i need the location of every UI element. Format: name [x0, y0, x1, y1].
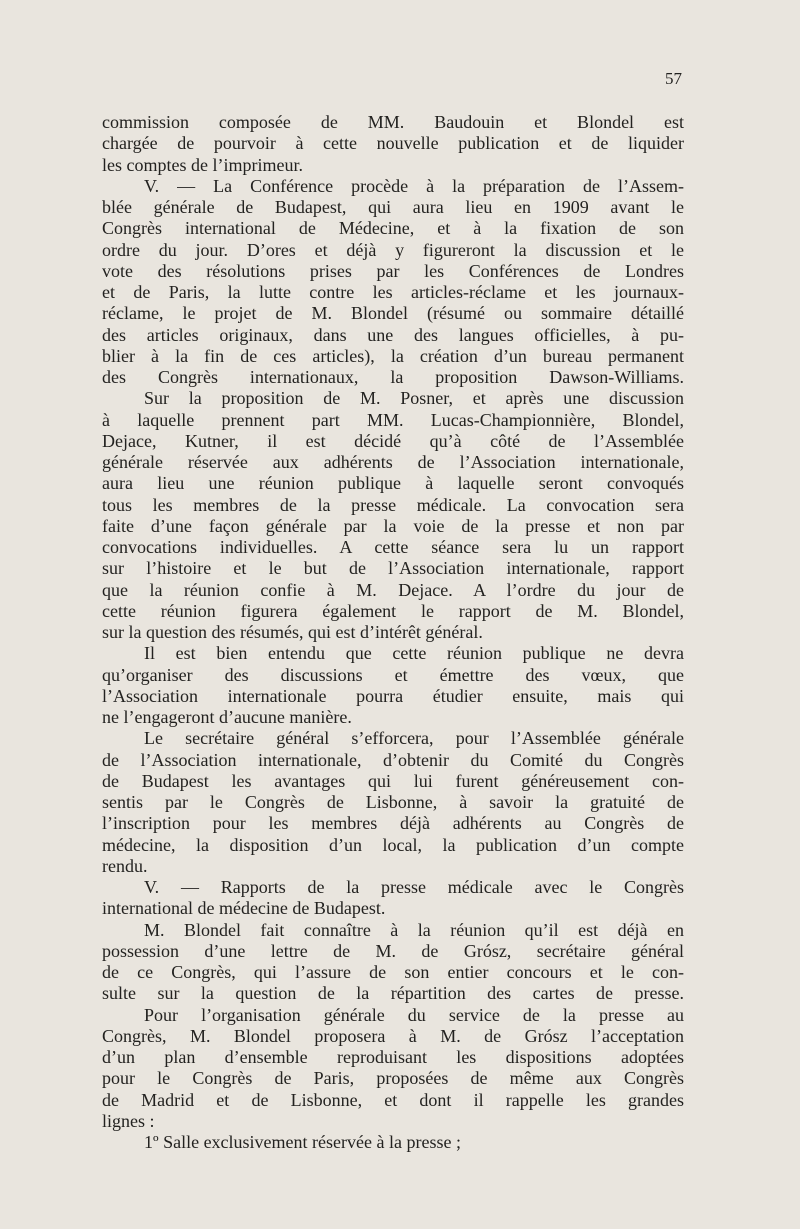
text-line: Pour l’organisation générale du service de la presse au — [144, 1004, 684, 1025]
text-line: de ce Congrès, qui l’assure de son entier concours et le con- — [102, 962, 684, 982]
text-line: chargée de pourvoir à cette nouvelle publication et de liquider — [102, 133, 684, 154]
text-line: lignes : — [102, 1110, 155, 1131]
text-line: international de médecine de Budapest. — [102, 898, 386, 919]
text-line: les comptes de l’imprimeur. — [102, 154, 303, 175]
text-line: que la réunion confie à M. Dejace. A l’ordre du jour de — [102, 579, 684, 600]
text-line: M. Blondel fait connaître à la réunion qu’il est déjà en — [144, 919, 684, 940]
text-line: à laquelle prennent part MM. Lucas-Championnière, Blondel, — [102, 409, 684, 430]
text-line: générale réservée aux adhérents de l’Association internationale, — [102, 452, 684, 472]
text-line: cette réunion figurera également le rapport de M. Blondel, — [102, 600, 684, 621]
text-line: des articles originaux, dans une des langues officielles, à pu- — [102, 324, 684, 345]
text-line: rendu. — [102, 855, 148, 876]
text-line: réclame, le projet de M. Blondel (résumé ou sommaire détaillé — [102, 303, 684, 324]
body-text — [102, 112, 684, 1153]
text-line: aura lieu une réunion publique à laquelle seront convoqués — [102, 473, 684, 494]
text-line: pour le Congrès de Paris, proposées de même aux Congrès — [102, 1068, 684, 1089]
text-line: commission composée de MM. Baudouin et Blondel est — [102, 112, 684, 132]
text-line: convocations individuelles. A cette séance sera lu un rapport — [102, 537, 684, 557]
text-line: médecine, la disposition d’un local, la publication d’un compte — [102, 834, 684, 855]
text-line: qu’organiser des discussions et émettre des vœux, que — [102, 664, 684, 685]
text-line: l’inscription pour les membres déjà adhérents au Congrès de — [102, 813, 684, 834]
text-line: Il est bien entendu que cette réunion publique ne devra — [144, 643, 684, 664]
text-line: Sur la proposition de M. Posner, et après une discussion — [144, 388, 684, 409]
text-line: sur la question des résumés, qui est d’intérêt général. — [102, 622, 483, 642]
text-line: et de Paris, la lutte contre les articles-réclame et les journaux- — [102, 282, 684, 302]
text-line: de l’Association internationale, d’obtenir du Comité du Congrès — [102, 749, 684, 770]
text-line: sur l’histoire et le but de l’Association internationale, rapport — [102, 558, 684, 579]
text-line: blier à la fin de ces articles), la création d’un bureau permanent — [102, 345, 684, 366]
text-line: Congrès, M. Blondel proposera à M. de Grósz l’acceptation — [102, 1025, 684, 1046]
text-line: Le secrétaire général s’efforcera, pour l’Assemblée générale — [144, 728, 684, 749]
text-line: V. — Rapports de la presse médicale avec le Congrès — [144, 877, 684, 897]
text-line: ne l’engageront d’aucune manière. — [102, 707, 352, 727]
text-line: de Madrid et de Lisbonne, et dont il rappelle les grandes — [102, 1089, 684, 1110]
text-line: possession d’une lettre de M. de Grósz, secrétaire général — [102, 940, 684, 961]
text-line: des Congrès internationaux, la proposition Dawson-Williams. — [102, 367, 684, 387]
text-line: ordre du jour. D’ores et déjà y figureront la discussion et le — [102, 239, 684, 260]
text-line: Congrès international de Médecine, et à la fixation de son — [102, 218, 684, 239]
text-line: faite d’une façon générale par la voie de la presse et non par — [102, 515, 684, 536]
text-line: d’un plan d’ensemble reproduisant les dispositions adoptées — [102, 1047, 684, 1067]
text-line: V. — La Conférence procède à la préparation de l’Assem- — [144, 175, 684, 196]
text-line: sentis par le Congrès de Lisbonne, à savoir la gratuité de — [102, 792, 684, 812]
text-line: sulte sur la question de la répartition des cartes de presse. — [102, 983, 684, 1004]
text-line: Dejace, Kutner, il est décidé qu’à côté de l’Assemblée — [102, 430, 684, 451]
text-line: de Budapest les avantages qui lui furent généreusement con- — [102, 770, 684, 791]
text-line: blée générale de Budapest, qui aura lieu en 1909 avant le — [102, 197, 684, 217]
page-number: 57 — [665, 69, 682, 88]
text-line: 1º Salle exclusivement réservée à la presse ; — [144, 1132, 461, 1152]
text-line: l’Association internationale pourra étudier ensuite, mais qui — [102, 685, 684, 706]
text-line: tous les membres de la presse médicale. La convocation sera — [102, 494, 684, 515]
text-line: vote des résolutions prises par les Conférences de Londres — [102, 260, 684, 281]
